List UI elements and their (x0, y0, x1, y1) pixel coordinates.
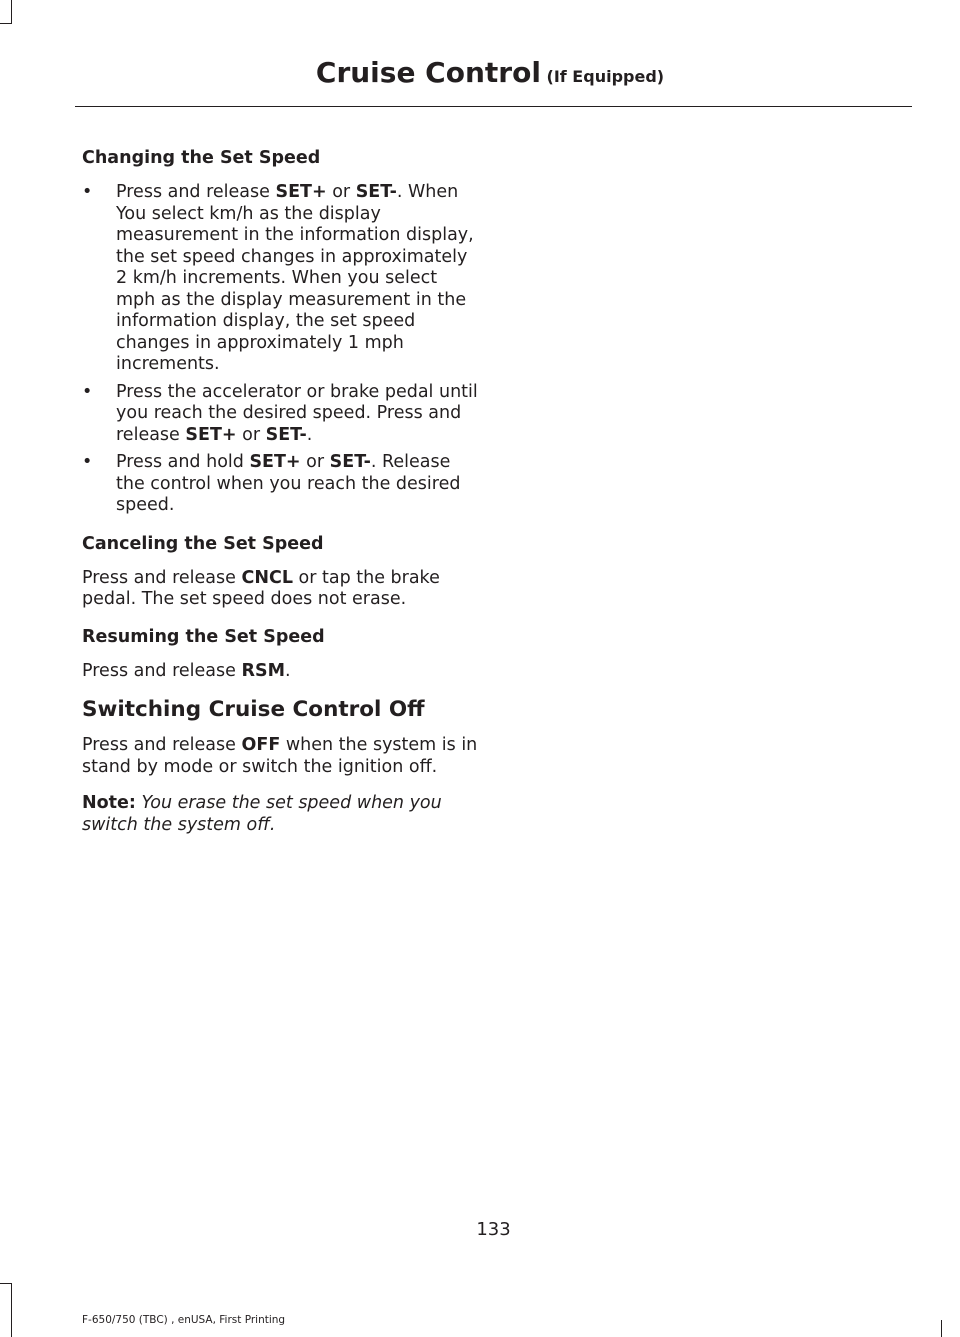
crop-mark-bottom-left-vertical (11, 1283, 12, 1337)
control-label-set-minus: SET- (355, 182, 397, 202)
list-item-text: or (300, 452, 330, 472)
paragraph-text: Press and release (82, 660, 242, 681)
crop-mark-bottom-right-vertical (941, 1320, 942, 1337)
crop-mark-bottom-left-horizontal (0, 1283, 12, 1284)
paragraph-text: or tap the brake pedal. The set speed does not erase. (82, 567, 440, 609)
header-rule (75, 106, 912, 107)
control-label-cncl: CNCL (241, 567, 293, 588)
crop-mark-top-left-horizontal (0, 23, 12, 24)
bullet-glyph: • (82, 381, 93, 402)
control-label-set-plus: SET+ (249, 452, 301, 472)
list-item-text: . When You select km/h as the display measurement in the information display, the set speed changes in approximately 2 km/h increments. When you select mph as the display measurement in the information display, the set speed changes in approximately 1 mph increments. (116, 182, 474, 374)
list-item (82, 182, 480, 376)
control-label-set-plus: SET+ (185, 424, 237, 445)
footer-edition-text: F-650/750 (TBC) , enUSA, First Printing (82, 1314, 286, 1326)
heading-resuming-set-speed: Resuming the Set Speed (82, 626, 325, 647)
paragraph-text: Press and release (82, 735, 242, 755)
list-item (82, 382, 480, 447)
note-label: Note: (82, 793, 136, 813)
note-text: You erase the set speed when you switch the system off. (82, 793, 442, 835)
list-item-text: or (236, 424, 266, 445)
paragraph-text: . (284, 660, 291, 681)
page-number: 133 (476, 1219, 511, 1240)
list-item-text: or (326, 182, 356, 202)
list-item-text: . (306, 424, 313, 445)
switching-off-paragraph (82, 735, 480, 778)
crop-mark-top-left-vertical (11, 0, 12, 24)
list-item (82, 452, 480, 517)
control-label-off: OFF (241, 735, 281, 755)
heading-changing-set-speed: Changing the Set Speed (82, 148, 321, 168)
header-title-main: Cruise Control (315, 56, 541, 89)
list-item-text: Press the accelerator or brake pedal until you reach the desired speed. Press and release (116, 381, 478, 445)
resuming-paragraph (82, 661, 480, 683)
control-label-set-plus: SET+ (275, 182, 327, 202)
heading-canceling-set-speed: Canceling the Set Speed (82, 533, 324, 554)
heading-switching-cruise-control-off: Switching Cruise Control Off (82, 697, 425, 722)
note-paragraph (82, 793, 480, 836)
paragraph-text: when the system is in stand by mode or switch the ignition off. (82, 735, 478, 777)
main-content (82, 147, 480, 851)
list-item-text: Press and release (116, 182, 276, 202)
bullet-glyph: • (82, 182, 93, 202)
paragraph-text: Press and release (82, 567, 242, 588)
list-item-text: Press and hold (116, 452, 250, 472)
list-item-text: . Release the control when you reach the desired speed. (116, 452, 461, 515)
header-title-suffix: (If Equipped) (540, 67, 665, 86)
page-header-title (0, 56, 960, 94)
control-label-set-minus: SET- (265, 424, 307, 445)
changing-set-speed-list (82, 182, 480, 517)
bullet-glyph: • (82, 452, 93, 472)
control-label-set-minus: SET- (329, 452, 371, 472)
control-label-rsm: RSM (241, 660, 285, 681)
canceling-paragraph (82, 568, 480, 611)
